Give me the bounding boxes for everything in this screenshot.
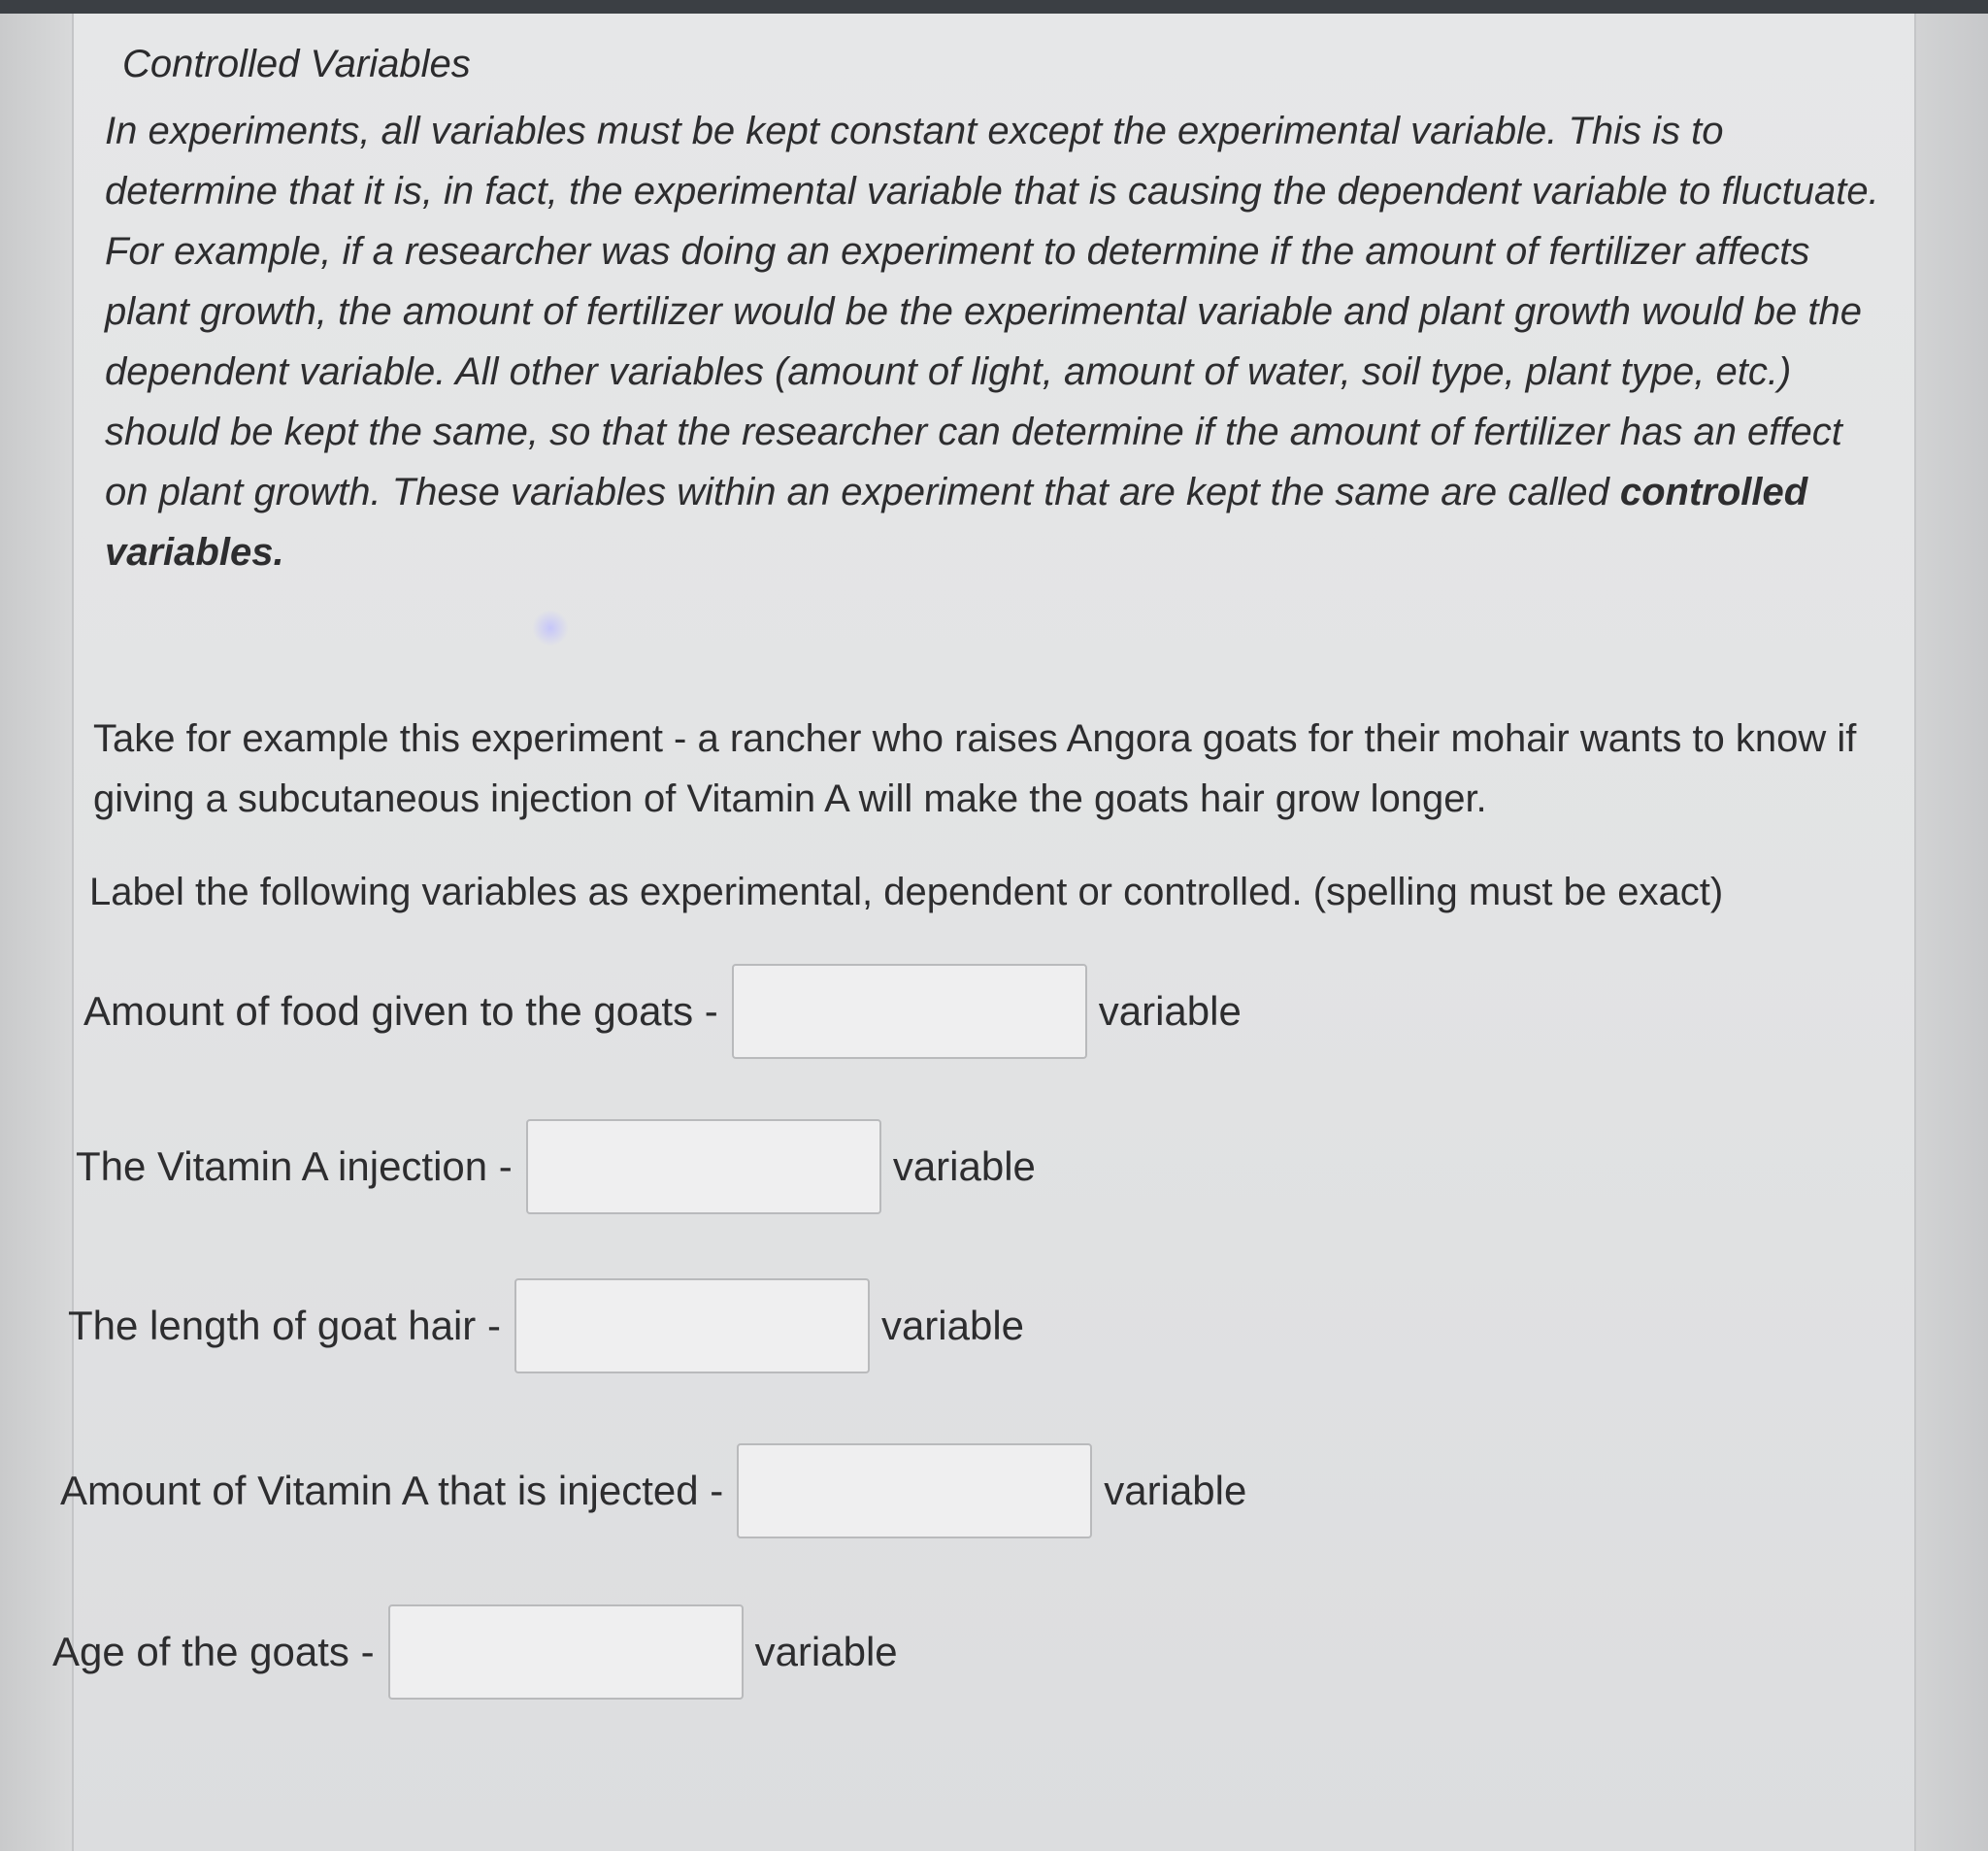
right-gutter: [1916, 14, 1988, 1851]
question-suffix: variable: [892, 1143, 1036, 1189]
question-label: Amount of Vitamin A that is injected -: [60, 1468, 724, 1513]
answer-input-hair-length[interactable]: [514, 1278, 870, 1373]
answer-input-injection[interactable]: [526, 1119, 881, 1214]
section-title: Controlled Variables: [122, 43, 471, 85]
answer-input-age[interactable]: [388, 1604, 744, 1700]
question-suffix: variable: [1104, 1468, 1247, 1513]
screen-glare: [532, 610, 569, 646]
question-label: Amount of food given to the goats -: [83, 988, 718, 1034]
instruction-paragraph: Label the following variables as experimental, dependent or controlled. (spelling must be exact): [89, 871, 1724, 913]
left-gutter: [0, 14, 72, 1851]
question-row-hair-length: [68, 1275, 1024, 1376]
answer-input-food[interactable]: [732, 964, 1087, 1059]
question-suffix: variable: [880, 1303, 1025, 1348]
question-label: The Vitamin A injection -: [76, 1143, 513, 1189]
question-suffix: variable: [1098, 988, 1242, 1034]
answer-input-vitamin-amount[interactable]: [737, 1443, 1092, 1538]
question-row-food: [83, 961, 1242, 1062]
question-suffix: variable: [754, 1629, 898, 1674]
question-label: Age of the goats -: [52, 1629, 375, 1674]
question-row-vitamin-amount: [60, 1440, 1246, 1541]
question-row-injection: [76, 1116, 1036, 1217]
browser-top-bar: [0, 0, 1988, 14]
intro-text: In experiments, all variables must be kept constant except the experimental variable. This is to determine that it is, in fact, the experimental variable that is causing the dependent variable to fluctuate. For example, if a researcher was doing an experiment to determine if the amount of fertilizer affects plant growth, the amount of fertilizer would be the experimental variable and plant growth would be the dependent variable. All other variables (amount of light, amount of water, soil type, plant type, etc.) should be kept the same, so that the researcher can determine if the amount of fertilizer has an effect on plant growth. These variables within an experiment that are kept the same are called: [105, 110, 1879, 513]
question-label: The length of goat hair -: [68, 1303, 501, 1348]
scenario-paragraph: Take for example this experiment - a rancher who raises Angora goats for their mohair wants to know if giving a subcutaneous injection of Vitamin A will make the goats hair grow longer.: [93, 717, 1857, 820]
question-row-age: [52, 1602, 898, 1702]
intro-bold-term: controlled variables.: [105, 471, 1808, 574]
intro-paragraph: [105, 101, 1881, 582]
